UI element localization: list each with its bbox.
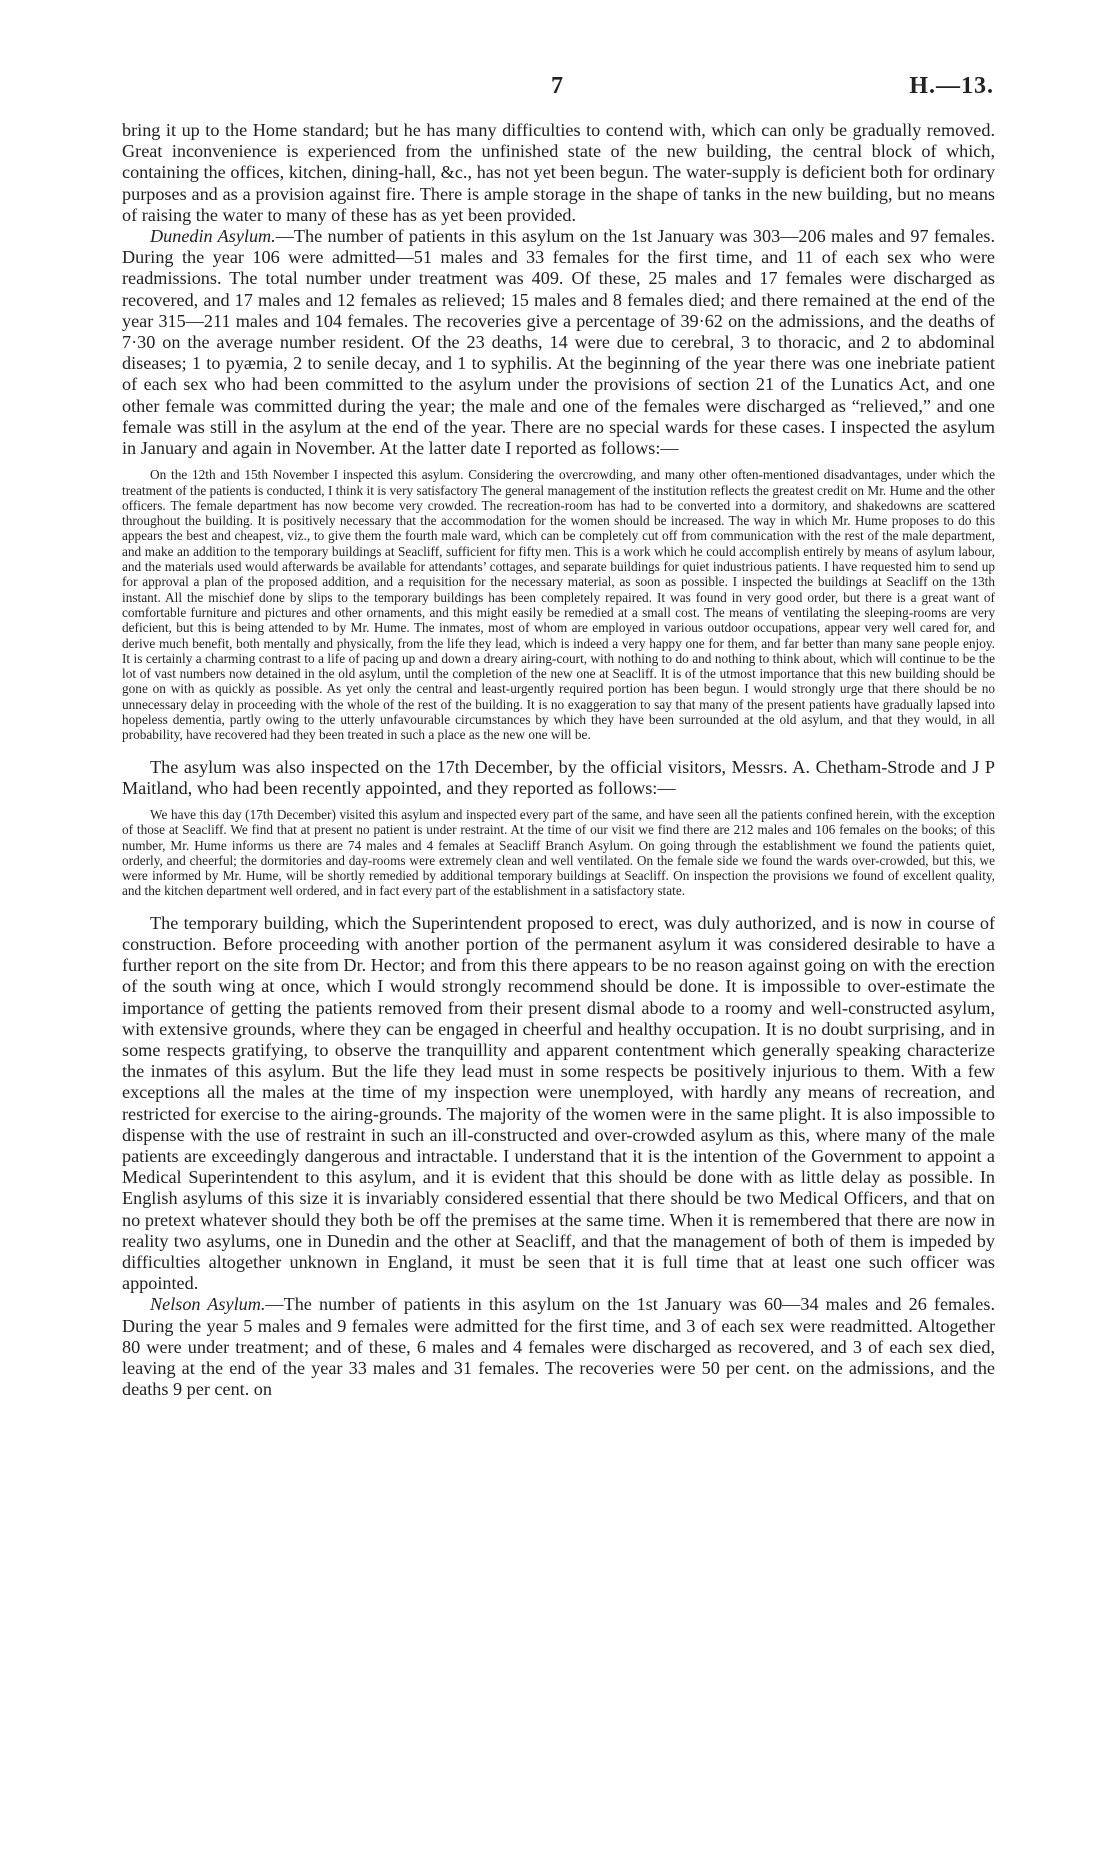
paragraph-nelson-asylum — [122, 1294, 995, 1400]
document-reference: H.—13. — [909, 73, 994, 99]
quoted-report-november: On the 12th and 15th November I inspected this asylum. Considering the overcrowding, and many other often-mentioned disadvantages, under which the treatment of the patients is conducted, I think it is very satisfactory The general management of the institution reflects the greatest credit on Mr. Hume and the other officers. The female department has now become very crowded. The recreation-room has had to be converted into a dormitory, and shakedowns are scattered throughout the building. It is positively necessary that the accommodation for the women should be increased. The way in which Mr. Hume proposes to do this appears the best and cheapest, viz., to give them the fourth male ward, which can be completely cut off from communication with the rest of the male department, and make an addition to the temporary buildings at Seacliff, sufficient for fifty men. This is a work which he could accomplish entirely by means of asylum labour, and the materials used would afterwards be available for attendants’ cottages, and separate buildings for quiet industrious patients. I have requested him to send up for approval a plan of the proposed addition, and a requisition for the necessary material, as soon as possible. I inspected the buildings at Seacliff on the 13th instant. All the mischief done by slips to the temporary buildings has been completely repaired. It was found in very good order, but there is a great want of comfortable furniture and pictures and other ornaments, and this might easily be remedied at a small cost. The means of ventilating the sleeping-rooms are very deficient, but this is being attended to by Mr. Hume. The inmates, most of whom are employed in various outdoor occupations, appear very well cared for, and derive much benefit, both mentally and physically, from the life they lead, which is indeed a very happy one for them, and far better than many sane people enjoy. It is certainly a charming contrast to a life of pacing up and down a dreary airing-court, with nothing to do and nothing to think about, which will continue to be the lot of vast numbers now detained in the old asylum, until the completion of the new one at Seacliff. It is of the utmost importance that this new building should be gone on with as quickly as possible. As yet only the central and least-urgently required portion has been begun. I would strongly urge that there should be no unnecessary delay in proceeding with the whole of the rest of the building. It is no exaggeration to say that many of the present patients have gradually lapsed into hopeless dementia, partly owing to the utterly unfavourable circumstances by which they have been surrounded at the old asylum, and that they would, in all probability, have recovered had they been treated in such a place as the new one will be. — [122, 467, 995, 743]
paragraph-home-standard: bring it up to the Home standard; but he has many difficulties to contend with, which can only be gradually removed. Great inconvenience is experienced from the unfinished state of the new building, the central block of which, containing the offices, kitchen, dining-hall, &c., has not yet been begun. The water-supply is deficient both for ordinary purposes and as a provision against fire. There is ample storage in the shape of tanks in the new building, but no means of raising the water to many of these has as yet been provided. — [122, 120, 995, 225]
dunedin-text: —The number of patients in this asylum on the 1st January was 303—206 males and 97 females. During the year 106 were admitted—51 males and 33 females for the first time, and 11 of each sex who were readmissions. The total number under treatment was 409. Of these, 25 males and 17 females were discharged as recovered, and 17 males and 12 females as relieved; 15 males and 8 females died; and there remained at the end of the year 315—211 males and 104 females. The recoveries give a percentage of 39·62 on the admissions, and the deaths of 7·30 on the average number resident. Of the 23 deaths, 14 were due to cerebral, 3 to thoracic, and 2 to abdominal diseases; 1 to pyæmia, 2 to senile decay, and 1 to syphilis. At the beginning of the year there was one inebriate patient of each sex who had been committed to the asylum under the provisions of section 21 of the Lunatics Act, and one other female was committed during the year; the male and one of the females were discharged as “relieved,” and one female was still in the asylum at the end of the year. There are no special wards for these cases. I inspected the asylum in January and again in November. At the latter date I reported as follows:— — [122, 226, 995, 459]
page-number: 7 — [551, 73, 563, 99]
paragraph-temporary-building: The temporary building, which the Superintendent proposed to erect, was duly authorized, and is now in course of construction. Before proceeding with another portion of the permanent asylum it was considered desirable to have a further report on the site from Dr. Hector; and from this there appears to be no reason against going on with the erection of the south wing at once, which I would strongly recommend should be done. It is impossible to over-estimate the importance of getting the patients removed from their present dismal abode to a roomy and well-constructed asylum, with extensive grounds, where they can be engaged in cheerful and healthy occupation. It is no doubt surprising, and in some respects gratifying, to observe the tranquillity and apparent contentment which generally speaking characterize the inmates of this asylum. But the life they lead must in some respects be positively injurious to them. With a few exceptions all the males at the time of my inspection were unemployed, with hardly any means of recreation, and restricted for exercise to the airing-grounds. The majority of the women were in the same plight. It is also impossible to dispense with the use of restraint in such an ill-constructed and over-crowded asylum as this, where many of the male patients are exceedingly dangerous and intractable. I understand that it is the intention of the Government to appoint a Medical Superintendent to this asylum, and it is evident that this should be done with as little delay as possible. In English asylums of this size it is invariably considered essential that there should be two Medical Officers, and that on no pretext whatever should they both be off the premises at the same time. When it is remembered that there are now in reality two asylums, one in Dunedin and the other at Seacliff, and that the management of both of them is impeded by difficulties altogether unknown in England, it must be seen that it is full time that at least one such officer was appointed. — [122, 912, 995, 1294]
quoted-report-visitors: We have this day (17th December) visited this asylum and inspected every part of the same, and have seen all the patients confined herein, with the exception of those at Seacliff. We find that at present no patient is under restraint. At the time of our visit we find there are 212 males and 106 females on the books; of this number, Mr. Hume informs us there are 74 males and 4 females at Seacliff Branch Asylum. On going through the establishment we found the patients quiet, orderly, and cheerful; the dormitories and day-rooms were extremely clean and well ventilated. On the female side we found the wards over-crowded, but this, we were informed by Mr. Hume, will be shortly remedied by additional temporary buildings at Seacliff. On inspection the provisions we found of excellent quality, and the kitchen department well ordered, and in fact every part of the establishment in a satisfactory state. — [122, 807, 995, 899]
section-heading-dunedin: Dunedin Asylum. — [150, 226, 276, 247]
page-header — [120, 73, 994, 103]
section-heading-nelson: Nelson Asylum. — [150, 1294, 266, 1315]
page-body — [122, 120, 995, 1400]
nelson-text: —The number of patients in this asylum on the 1st January was 60—34 males and 26 females. During the year 5 males and 9 females were admitted for the first time, and 3 of each sex were readmitted. Altogether 80 were under treatment; and of these, 6 males and 4 females were discharged as recovered, and 3 of each sex died, leaving at the end of the year 33 males and 31 females. The recoveries were 50 per cent. on the admissions, and the deaths 9 per cent. on — [122, 1294, 995, 1400]
paragraph-dunedin-asylum — [122, 226, 995, 459]
paragraph-official-visitors: The asylum was also inspected on the 17th December, by the official visitors, Messrs. A. Chetham-Strode and J P Maitland, who had been recently appointed, and they reported as follows:— — [122, 756, 995, 798]
